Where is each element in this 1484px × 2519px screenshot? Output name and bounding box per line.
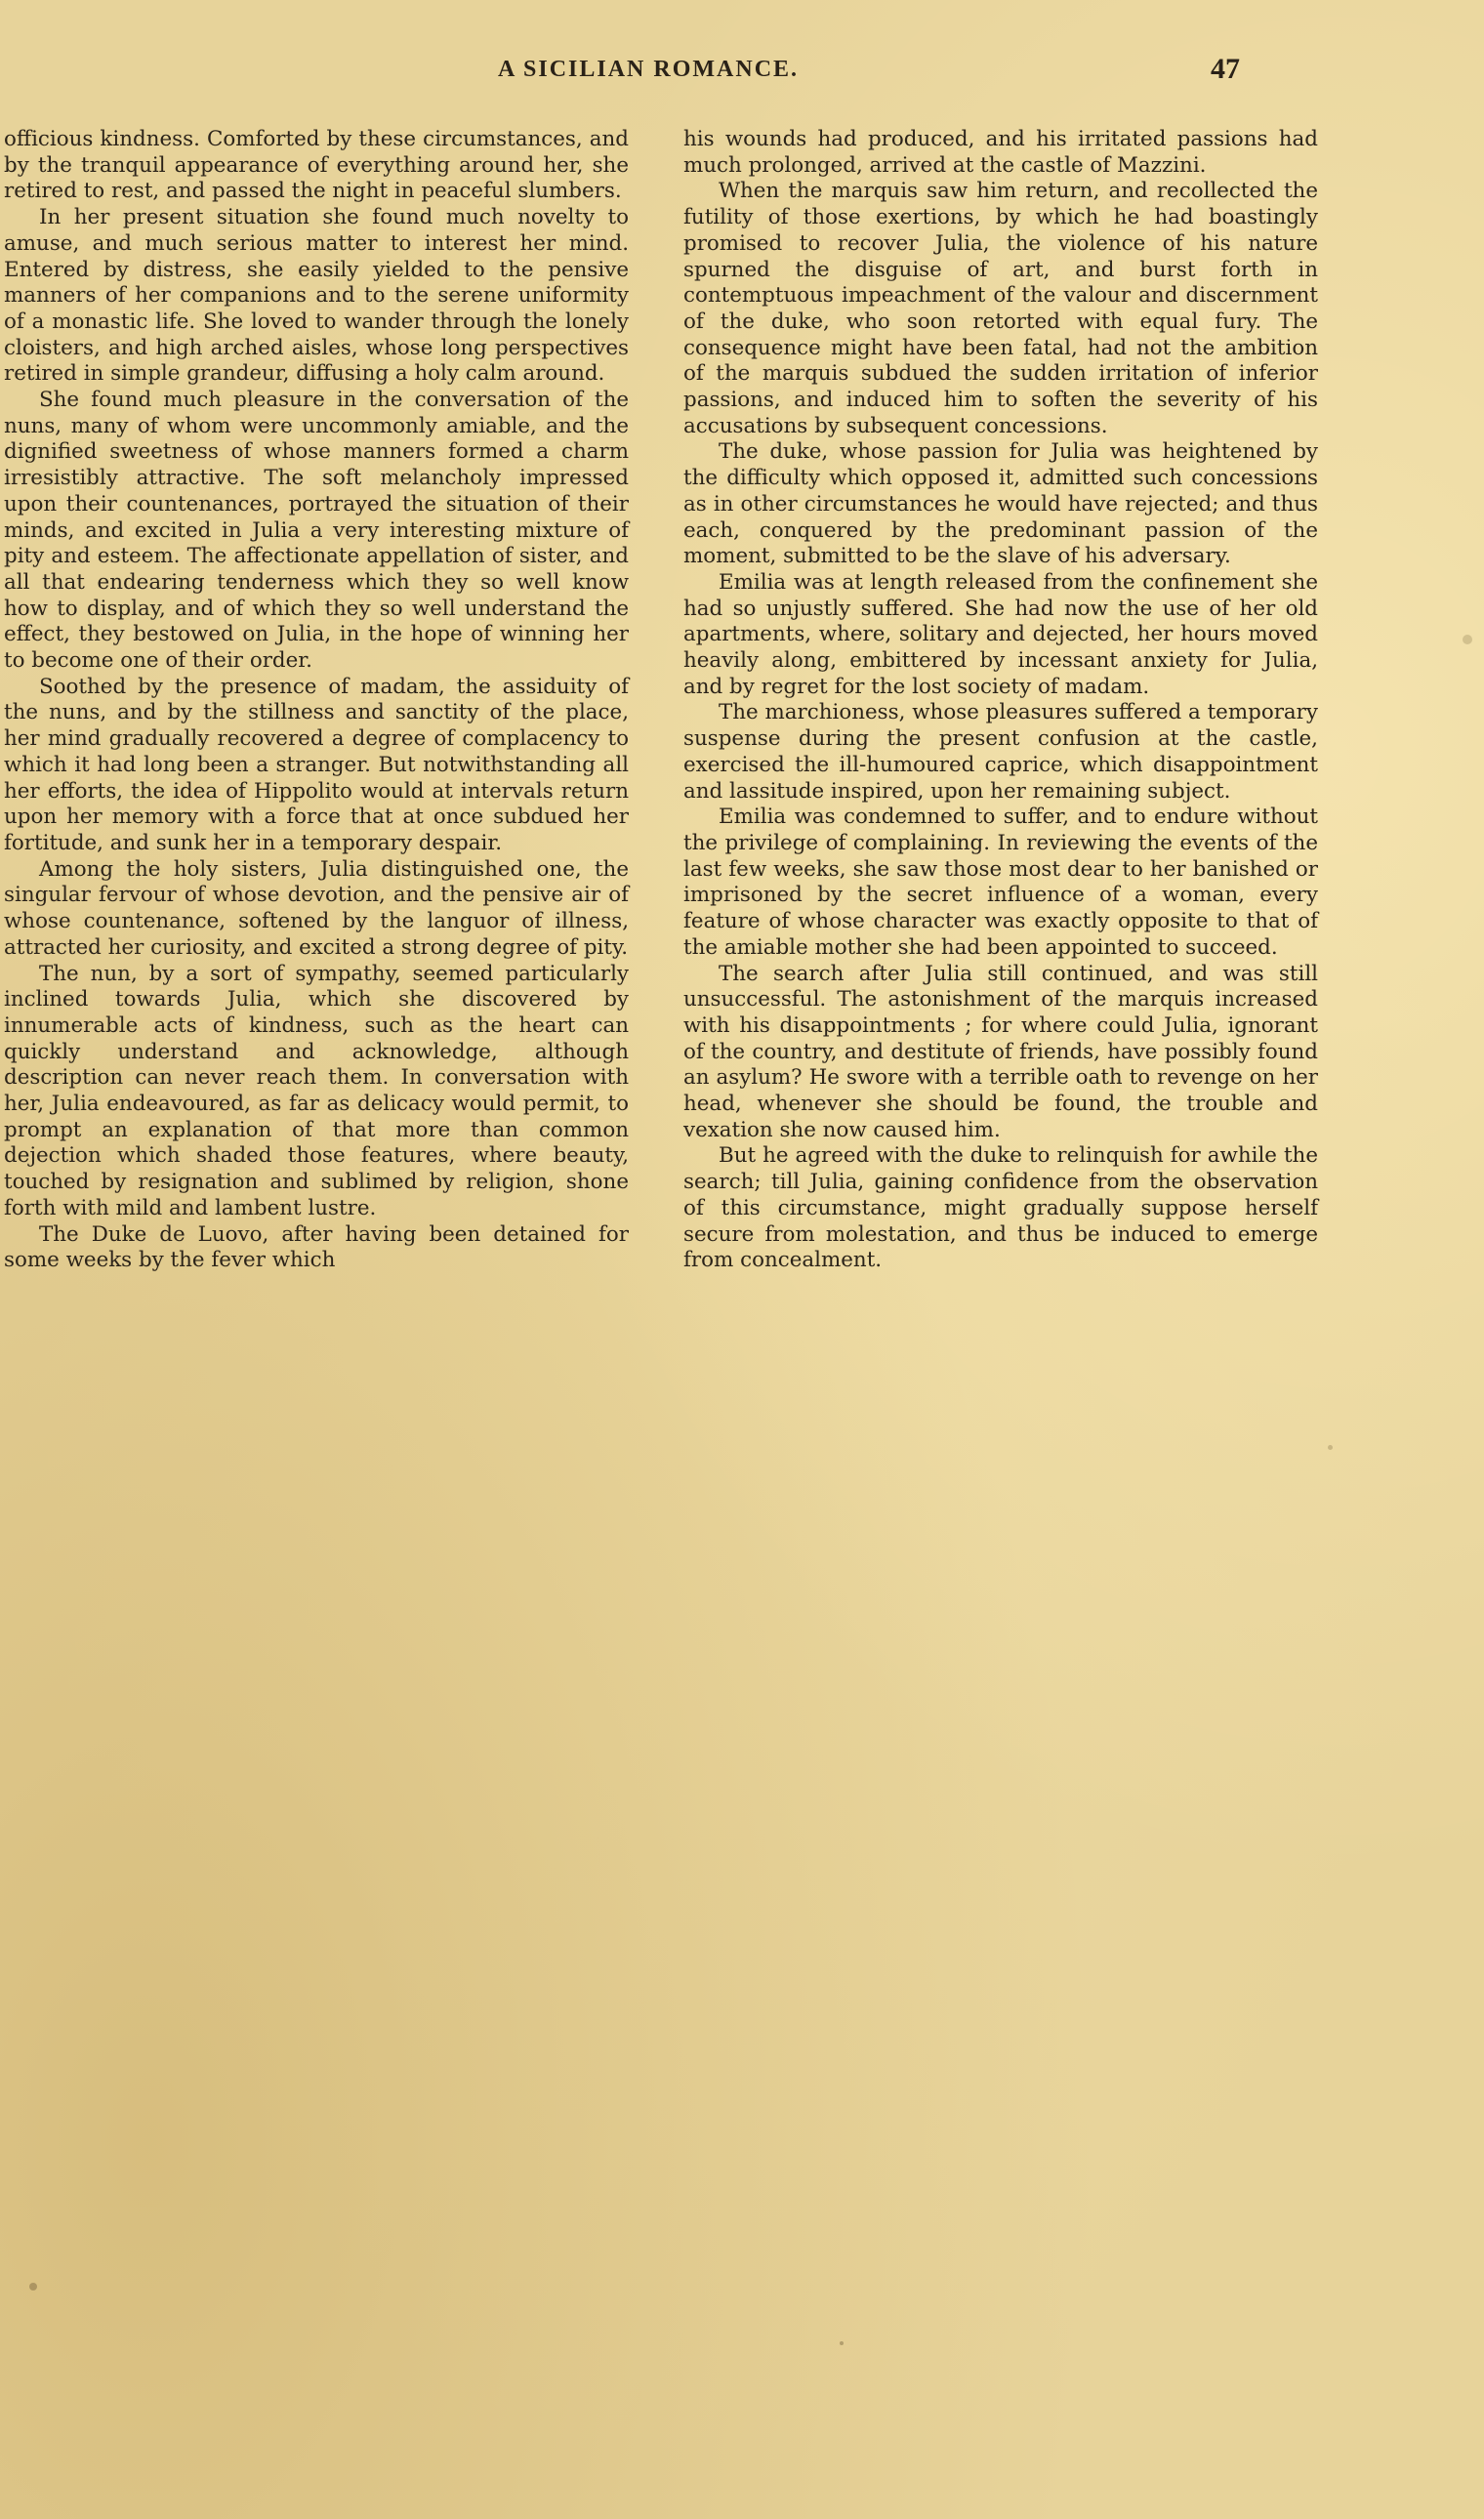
paragraph: When the marquis saw him return, and recollected the futility of those exertions, by which he had boastingly promised to recover Julia, the violence of his nature spurned the disguise of art, and burst forth in contemptuous impeachment of the valour and discernment of the duke, who soon retorted with equal fury. The consequence might have been fatal, had not the ambition of the marquis subdued the sudden irritation of inferior passions, and induced him to soften the severity of his accusations by subsequent concessions. xyxy=(683,179,1318,438)
paper-speck xyxy=(29,2283,37,2291)
paragraph: Emilia was condemned to suffer, and to endure without the privilege of complaining. In reviewing the events of the last few weeks, she saw those most dear to her banished or imprisoned by the secret influence of a woman, every feature of whose character was exactly opposite to that of the amiable mother she had been appointed to succeed. xyxy=(683,805,1318,960)
paragraph: In her present situation she found much novelty to amuse, and much serious matter to interest her mind. Entered by distress, she easily yielded to the pensive manners of her companions and to the serene uniformity of a monastic life. She loved to wander through the lonely cloisters, and high arched aisles, whose long perspectives retired in simple grandeur, diffusing a holy calm around. xyxy=(4,205,629,387)
paragraph: Among the holy sisters, Julia distinguished one, the singular fervour of whose devotion, and the pensive air of whose countenance, softened by the languor of illness, attracted her curiosity, and excited a strong degree of pity. xyxy=(4,856,629,960)
page-number: 47 xyxy=(1211,53,1240,85)
running-title: A SICILIAN ROMANCE. xyxy=(498,57,800,82)
paragraph: The marchioness, whose pleasures suffered a temporary suspense during the present confusion at the castle, exercised the ill-humoured caprice, which disappointment and lassitude inspired, upon her remaining subject. xyxy=(683,700,1318,804)
right-column xyxy=(683,127,1318,1274)
paragraph: Soothed by the presence of madam, the assiduity of the nuns, and by the stillness and sanctity of the place, her mind gradually recovered a degree of complacency to which it had long been a stranger. But notwithstanding all her efforts, the idea of Hippolito would at intervals return upon her memory with a force that at once subdued her fortitude, and sunk her in a temporary despair. xyxy=(4,674,629,855)
paragraph: The nun, by a sort of sympathy, seemed particularly inclined towards Julia, which she discovered by innumerable acts of kindness, such as the heart can quickly understand and acknowledge, although description can never reach them. In conversation with her, Julia endeavoured, as far as delicacy would permit, to prompt an explanation of that more than common dejection which shaded those features, where beauty, touched by resignation and sublimed by religion, shone forth with mild and lambent lustre. xyxy=(4,961,629,1220)
paragraph: She found much pleasure in the conversation of the nuns, many of whom were uncommonly amiable, and the dignified sweetness of whose manners formed a charm irresistibly attractive. The soft melancholy impressed upon their countenances, portrayed the situation of their minds, and excited in Julia a very interesting mixture of pity and esteem. The affectionate appellation of sister, and all that endearing tenderness which they so well know how to display, and of which they so well understand the effect, they bestowed on Julia, in the hope of winning her to become one of their order. xyxy=(4,388,629,674)
paper-speck xyxy=(1463,635,1472,644)
page-header xyxy=(0,53,1484,96)
paragraph: Emilia was at length released from the confinement she had so unjustly suffered. She had now the use of her old apartments, where, solitary and dejected, her hours moved heavily along, embittered by incessant anxiety for Julia, and by regret for the lost society of madam. xyxy=(683,569,1318,699)
paper-speck xyxy=(840,2341,844,2345)
paragraph: his wounds had produced, and his irritated passions had much prolonged, arrived at the castle of Mazzini. xyxy=(683,127,1318,178)
paragraph: The Duke de Luovo, after having been detained for some weeks by the fever which xyxy=(4,1221,629,1273)
paragraph: The search after Julia still continued, and was still unsuccessful. The astonishment of the marquis increased with his disappointments ; for where could Julia, ignorant of the country, and destitute of friends, have possibly found an asylum? He swore with a terrible oath to revenge on her head, whenever she should be found, the trouble and vexation she now caused him. xyxy=(683,961,1318,1142)
paragraph: officious kindness. Comforted by these circumstances, and by the tranquil appearance of everything around her, she retired to rest, and passed the night in peaceful slumbers. xyxy=(4,127,629,204)
paragraph: The duke, whose passion for Julia was heightened by the difficulty which opposed it, admitted such concessions as in other circumstances he would have rejected; and thus each, conquered by the predominant passion of the moment, submitted to be the slave of his adversary. xyxy=(683,439,1318,569)
paper-speck xyxy=(1328,1445,1333,1450)
paragraph: But he agreed with the duke to relinquish for awhile the search; till Julia, gaining confidence from the observation of this circumstance, might gradually suppose herself secure from molestation, and thus be induced to emerge from concealment. xyxy=(683,1143,1318,1273)
left-column xyxy=(4,127,629,1274)
